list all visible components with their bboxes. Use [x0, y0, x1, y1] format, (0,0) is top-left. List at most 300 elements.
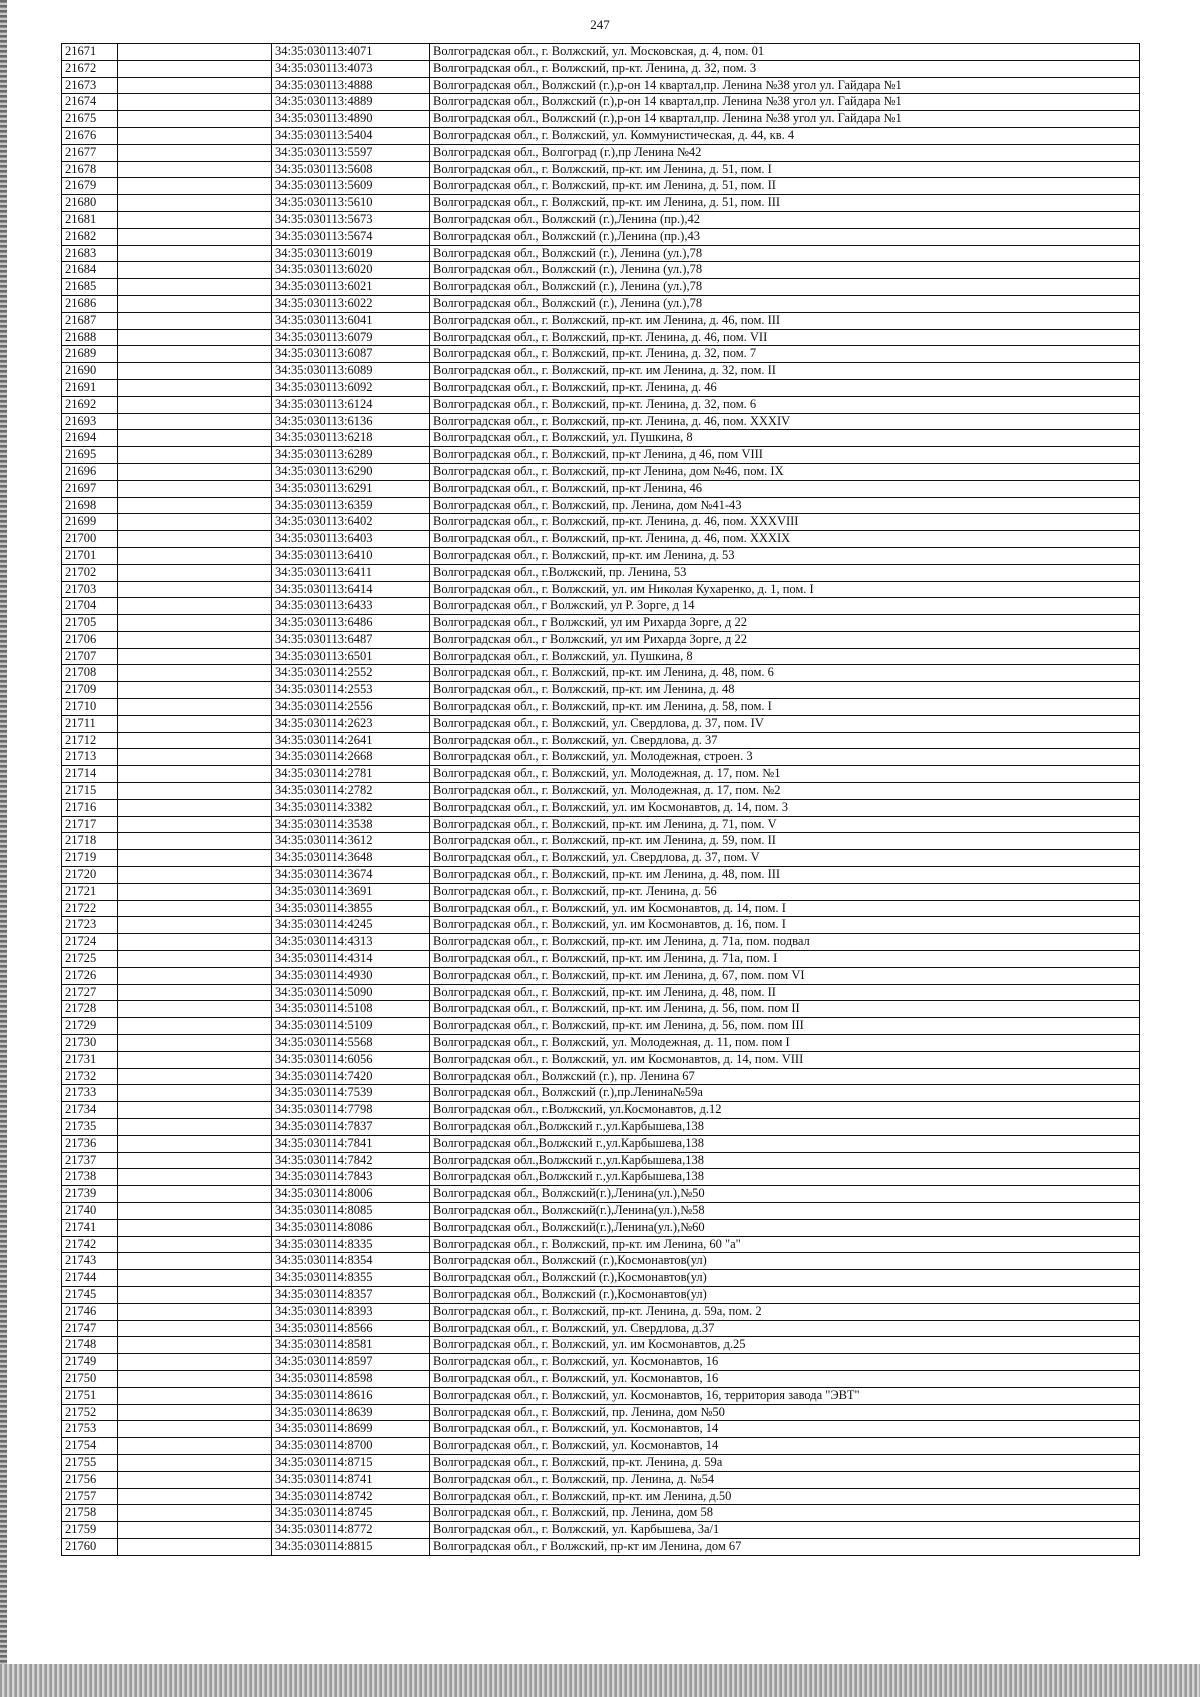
blank-cell: [118, 60, 272, 77]
cadastral-number-cell: 34:35:030113:4888: [272, 77, 430, 94]
cadastral-number-cell: 34:35:030114:2623: [272, 715, 430, 732]
blank-cell: [118, 329, 272, 346]
cadastral-number-cell: 34:35:030114:8715: [272, 1454, 430, 1471]
row-number-cell: 21728: [62, 1001, 118, 1018]
cadastral-number-cell: 34:35:030114:3538: [272, 816, 430, 833]
blank-cell: [118, 732, 272, 749]
table-row: [62, 816, 1140, 833]
row-number-cell: 21686: [62, 295, 118, 312]
row-number-cell: 21752: [62, 1404, 118, 1421]
cadastral-number-cell: 34:35:030114:5109: [272, 1018, 430, 1035]
address-cell: Волгоградская обл., Волжский(г.),Ленина(ул.),№58: [430, 1202, 1140, 1219]
row-number-cell: 21676: [62, 127, 118, 144]
table-row: [62, 396, 1140, 413]
cadastral-number-cell: 34:35:030114:7798: [272, 1102, 430, 1119]
blank-cell: [118, 144, 272, 161]
table-row: [62, 60, 1140, 77]
blank-cell: [118, 682, 272, 699]
address-cell: Волгоградская обл., г. Волжский, пр-кт. им Ленина, д. 48, пом. III: [430, 867, 1140, 884]
cadastral-number-cell: 34:35:030114:8086: [272, 1219, 430, 1236]
table-row: [62, 1488, 1140, 1505]
row-number-cell: 21699: [62, 514, 118, 531]
table-row: [62, 547, 1140, 564]
address-cell: Волгоградская обл., г. Волжский, ул. Космонавтов, 16: [430, 1370, 1140, 1387]
row-number-cell: 21705: [62, 615, 118, 632]
row-number-cell: 21726: [62, 967, 118, 984]
table-row: [62, 44, 1140, 61]
blank-cell: [118, 279, 272, 296]
cadastral-number-cell: 34:35:030113:5404: [272, 127, 430, 144]
table-row: [62, 77, 1140, 94]
table-row: [62, 951, 1140, 968]
table-row: [62, 1051, 1140, 1068]
row-number-cell: 21736: [62, 1135, 118, 1152]
table-row: [62, 262, 1140, 279]
address-cell: Волгоградская обл., г. Волжский, пр-кт. Ленина, д. 46, пом. XXXVIII: [430, 514, 1140, 531]
blank-cell: [118, 1505, 272, 1522]
table-row: [62, 228, 1140, 245]
blank-cell: [118, 951, 272, 968]
cadastral-number-cell: 34:35:030113:6487: [272, 631, 430, 648]
table-row: [62, 867, 1140, 884]
address-cell: Волгоградская обл., г. Волжский, ул. Молодежная, д. 17, пом. №2: [430, 783, 1140, 800]
row-number-cell: 21671: [62, 44, 118, 61]
table-row: [62, 211, 1140, 228]
blank-cell: [118, 480, 272, 497]
address-cell: Волгоградская обл.,Волжский г.,ул.Карбышева,138: [430, 1119, 1140, 1136]
cadastral-number-cell: 34:35:030114:8335: [272, 1236, 430, 1253]
table-row: [62, 480, 1140, 497]
table-row: [62, 665, 1140, 682]
cadastral-number-cell: 34:35:030114:2641: [272, 732, 430, 749]
row-number-cell: 21696: [62, 463, 118, 480]
property-registry-table: [61, 43, 1140, 1556]
row-number-cell: 21709: [62, 682, 118, 699]
row-number-cell: 21689: [62, 346, 118, 363]
row-number-cell: 21758: [62, 1505, 118, 1522]
blank-cell: [118, 1085, 272, 1102]
table-row: [62, 749, 1140, 766]
table-row: [62, 1119, 1140, 1136]
table-row: [62, 329, 1140, 346]
cadastral-number-cell: 34:35:030114:4930: [272, 967, 430, 984]
cadastral-number-cell: 34:35:030114:4313: [272, 934, 430, 951]
cadastral-number-cell: 34:35:030113:6291: [272, 480, 430, 497]
address-cell: Волгоградская обл., г. Волжский, пр-кт. Ленина, д. 32, пом. 3: [430, 60, 1140, 77]
blank-cell: [118, 1471, 272, 1488]
table-row: [62, 1538, 1140, 1555]
cadastral-number-cell: 34:35:030113:6486: [272, 615, 430, 632]
blank-cell: [118, 1370, 272, 1387]
blank-cell: [118, 1488, 272, 1505]
table-row: [62, 1522, 1140, 1539]
address-cell: Волгоградская обл., г. Волжский, пр. Ленина, дом 58: [430, 1505, 1140, 1522]
cadastral-number-cell: 34:35:030114:7420: [272, 1068, 430, 1085]
cadastral-number-cell: 34:35:030114:5108: [272, 1001, 430, 1018]
cadastral-number-cell: 34:35:030113:6359: [272, 497, 430, 514]
row-number-cell: 21751: [62, 1387, 118, 1404]
cadastral-number-cell: 34:35:030113:4071: [272, 44, 430, 61]
address-cell: Волгоградская обл., г. Волжский, пр-кт. Ленина, д. 59а: [430, 1454, 1140, 1471]
blank-cell: [118, 1337, 272, 1354]
blank-cell: [118, 1018, 272, 1035]
address-cell: Волгоградская обл., г. Волжский, ул. Космонавтов, 16: [430, 1354, 1140, 1371]
table-row: [62, 1387, 1140, 1404]
address-cell: Волгоградская обл., Волжский (г.),р-он 14 квартал,пр. Ленина №38 угол ул. Гайдара №1: [430, 111, 1140, 128]
cadastral-number-cell: 34:35:030114:8815: [272, 1538, 430, 1555]
table-row: [62, 1253, 1140, 1270]
cadastral-number-cell: 34:35:030113:6290: [272, 463, 430, 480]
cadastral-number-cell: 34:35:030113:6289: [272, 447, 430, 464]
row-number-cell: 21748: [62, 1337, 118, 1354]
row-number-cell: 21729: [62, 1018, 118, 1035]
cadastral-number-cell: 34:35:030114:8699: [272, 1421, 430, 1438]
address-cell: Волгоградская обл.,Волжский г.,ул.Карбышева,138: [430, 1152, 1140, 1169]
row-number-cell: 21750: [62, 1370, 118, 1387]
cadastral-number-cell: 34:35:030113:4889: [272, 94, 430, 111]
blank-cell: [118, 1404, 272, 1421]
cadastral-number-cell: 34:35:030113:6124: [272, 396, 430, 413]
row-number-cell: 21701: [62, 547, 118, 564]
cadastral-number-cell: 34:35:030114:8616: [272, 1387, 430, 1404]
table-row: [62, 463, 1140, 480]
row-number-cell: 21730: [62, 1035, 118, 1052]
table-row: [62, 178, 1140, 195]
address-cell: Волгоградская обл., г. Волжский, пр-кт. им Ленина, д. 67, пом. пом VI: [430, 967, 1140, 984]
address-cell: Волгоградская обл., г. Волжский, пр-кт. им Ленина, д. 32, пом. II: [430, 363, 1140, 380]
row-number-cell: 21687: [62, 312, 118, 329]
address-cell: Волгоградская обл., Волжский (г.),Космонавтов(ул): [430, 1253, 1140, 1270]
address-cell: Волгоградская обл., г. Волжский, пр-кт. им Ленина, д. 71а, пом. I: [430, 951, 1140, 968]
address-cell: Волгоградская обл., г. Волжский, ул. Пушкина, 8: [430, 648, 1140, 665]
row-number-cell: 21678: [62, 161, 118, 178]
row-number-cell: 21721: [62, 883, 118, 900]
blank-cell: [118, 665, 272, 682]
address-cell: Волгоградская обл., г. Волжский, ул. Космонавтов, 14: [430, 1438, 1140, 1455]
cadastral-number-cell: 34:35:030113:5608: [272, 161, 430, 178]
address-cell: Волгоградская обл., Волжский (г.),Космонавтов(ул): [430, 1270, 1140, 1287]
blank-cell: [118, 1152, 272, 1169]
address-cell: Волгоградская обл., г. Волжский, пр-кт. Ленина, д. 46, пом. XXXIV: [430, 413, 1140, 430]
table-row: [62, 1068, 1140, 1085]
address-cell: Волгоградская обл., г. Волжский, пр-кт Ленина, дом №46, пом. IX: [430, 463, 1140, 480]
cadastral-number-cell: 34:35:030113:6410: [272, 547, 430, 564]
table-row: [62, 1085, 1140, 1102]
cadastral-number-cell: 34:35:030114:8742: [272, 1488, 430, 1505]
address-cell: Волгоградская обл., г. Волжский, ул. Молодежная, строен. 3: [430, 749, 1140, 766]
cadastral-number-cell: 34:35:030114:5568: [272, 1035, 430, 1052]
table-row: [62, 1337, 1140, 1354]
blank-cell: [118, 447, 272, 464]
blank-cell: [118, 900, 272, 917]
blank-cell: [118, 699, 272, 716]
row-number-cell: 21673: [62, 77, 118, 94]
row-number-cell: 21693: [62, 413, 118, 430]
table-row: [62, 648, 1140, 665]
blank-cell: [118, 1438, 272, 1455]
table-row: [62, 111, 1140, 128]
cadastral-number-cell: 34:35:030114:2781: [272, 766, 430, 783]
blank-cell: [118, 766, 272, 783]
row-number-cell: 21720: [62, 867, 118, 884]
blank-cell: [118, 379, 272, 396]
address-cell: Волгоградская обл., Волжский (г.),Ленина (пр.),43: [430, 228, 1140, 245]
blank-cell: [118, 295, 272, 312]
registry-table-body: [62, 44, 1140, 1556]
cadastral-number-cell: 34:35:030113:6089: [272, 363, 430, 380]
cadastral-number-cell: 34:35:030114:4314: [272, 951, 430, 968]
blank-cell: [118, 1354, 272, 1371]
address-cell: Волгоградская обл., г. Волжский, ул. Космонавтов, 16, территория завода "ЭВТ": [430, 1387, 1140, 1404]
row-number-cell: 21722: [62, 900, 118, 917]
cadastral-number-cell: 34:35:030114:3612: [272, 833, 430, 850]
cadastral-number-cell: 34:35:030114:8357: [272, 1286, 430, 1303]
address-cell: Волгоградская обл., г. Волжский, пр-кт Ленина, 46: [430, 480, 1140, 497]
blank-cell: [118, 547, 272, 564]
blank-cell: [118, 1001, 272, 1018]
row-number-cell: 21692: [62, 396, 118, 413]
table-row: [62, 1035, 1140, 1052]
table-row: [62, 850, 1140, 867]
cadastral-number-cell: 34:35:030114:2782: [272, 783, 430, 800]
address-cell: Волгоградская обл., г. Волжский, пр-кт. им Ленина, д. 46, пом. III: [430, 312, 1140, 329]
table-row: [62, 917, 1140, 934]
table-row: [62, 1135, 1140, 1152]
cadastral-number-cell: 34:35:030113:6402: [272, 514, 430, 531]
blank-cell: [118, 312, 272, 329]
cadastral-number-cell: 34:35:030114:3855: [272, 900, 430, 917]
page-number: 247: [590, 17, 610, 32]
address-cell: Волгоградская обл., г. Волжский, пр-кт. им Ленина, д. 71, пом. V: [430, 816, 1140, 833]
row-number-cell: 21695: [62, 447, 118, 464]
blank-cell: [118, 1421, 272, 1438]
cadastral-number-cell: 34:35:030114:2553: [272, 682, 430, 699]
cadastral-number-cell: 34:35:030114:7843: [272, 1169, 430, 1186]
blank-cell: [118, 413, 272, 430]
address-cell: Волгоградская обл., г. Волжский, ул. Свердлова, д. 37: [430, 732, 1140, 749]
row-number-cell: 21713: [62, 749, 118, 766]
address-cell: Волгоградская обл., Волжский (г.),Ленина (пр.),42: [430, 211, 1140, 228]
table-row: [62, 1152, 1140, 1169]
row-number-cell: 21732: [62, 1068, 118, 1085]
row-number-cell: 21725: [62, 951, 118, 968]
address-cell: Волгоградская обл., Волжский (г.),Космонавтов(ул): [430, 1286, 1140, 1303]
cadastral-number-cell: 34:35:030113:6021: [272, 279, 430, 296]
cadastral-number-cell: 34:35:030114:8741: [272, 1471, 430, 1488]
cadastral-number-cell: 34:35:030113:5610: [272, 195, 430, 212]
blank-cell: [118, 262, 272, 279]
address-cell: Волгоградская обл., г. Волжский, пр-кт. им Ленина, д. 48: [430, 682, 1140, 699]
cadastral-number-cell: 34:35:030113:6041: [272, 312, 430, 329]
row-number-cell: 21744: [62, 1270, 118, 1287]
address-cell: Волгоградская обл., Волжский (г.),р-он 14 квартал,пр. Ленина №38 угол ул. Гайдара №1: [430, 77, 1140, 94]
row-number-cell: 21698: [62, 497, 118, 514]
address-cell: Волгоградская обл., Волгоград (г.),пр Ленина №42: [430, 144, 1140, 161]
row-number-cell: 21733: [62, 1085, 118, 1102]
cadastral-number-cell: 34:35:030114:8581: [272, 1337, 430, 1354]
blank-cell: [118, 497, 272, 514]
address-cell: Волгоградская обл., г. Волжский, пр-кт. Ленина, д. 46: [430, 379, 1140, 396]
cadastral-number-cell: 34:35:030113:6218: [272, 430, 430, 447]
row-number-cell: 21702: [62, 564, 118, 581]
table-row: [62, 1102, 1140, 1119]
blank-cell: [118, 967, 272, 984]
table-row: [62, 312, 1140, 329]
address-cell: Волгоградская обл., г Волжский, ул им Рихарда Зорге, д 22: [430, 631, 1140, 648]
row-number-cell: 21753: [62, 1421, 118, 1438]
table-row: [62, 245, 1140, 262]
blank-cell: [118, 883, 272, 900]
blank-cell: [118, 1068, 272, 1085]
row-number-cell: 21680: [62, 195, 118, 212]
blank-cell: [118, 1186, 272, 1203]
row-number-cell: 21711: [62, 715, 118, 732]
row-number-cell: 21688: [62, 329, 118, 346]
row-number-cell: 21740: [62, 1202, 118, 1219]
address-cell: Волгоградская обл., г. Волжский, пр. Ленина, дом №41-43: [430, 497, 1140, 514]
row-number-cell: 21747: [62, 1320, 118, 1337]
row-number-cell: 21691: [62, 379, 118, 396]
row-number-cell: 21714: [62, 766, 118, 783]
cadastral-number-cell: 34:35:030114:5090: [272, 984, 430, 1001]
table-row: [62, 295, 1140, 312]
address-cell: Волгоградская обл., г. Волжский, ул. Молодежная, д. 11, пом. пом I: [430, 1035, 1140, 1052]
address-cell: Волгоградская обл., Волжский (г.),пр.Ленина№59а: [430, 1085, 1140, 1102]
cadastral-number-cell: 34:35:030114:8772: [272, 1522, 430, 1539]
table-row: [62, 413, 1140, 430]
cadastral-number-cell: 34:35:030113:6403: [272, 531, 430, 548]
blank-cell: [118, 1270, 272, 1287]
row-number-cell: 21734: [62, 1102, 118, 1119]
address-cell: Волгоградская обл., г. Волжский, пр-кт. им Ленина, 60 "а": [430, 1236, 1140, 1253]
cadastral-number-cell: 34:35:030113:6079: [272, 329, 430, 346]
cadastral-number-cell: 34:35:030113:5673: [272, 211, 430, 228]
cadastral-number-cell: 34:35:030114:2552: [272, 665, 430, 682]
blank-cell: [118, 867, 272, 884]
blank-cell: [118, 833, 272, 850]
blank-cell: [118, 363, 272, 380]
table-row: [62, 732, 1140, 749]
row-number-cell: 21685: [62, 279, 118, 296]
row-number-cell: 21723: [62, 917, 118, 934]
row-number-cell: 21682: [62, 228, 118, 245]
address-cell: Волгоградская обл., г. Волжский, ул. Молодежная, д. 17, пом. №1: [430, 766, 1140, 783]
table-row: [62, 1018, 1140, 1035]
cadastral-number-cell: 34:35:030114:7842: [272, 1152, 430, 1169]
address-cell: Волгоградская обл., Волжский (г.), Ленина (ул.),78: [430, 295, 1140, 312]
row-number-cell: 21712: [62, 732, 118, 749]
cadastral-number-cell: 34:35:030113:6092: [272, 379, 430, 396]
cadastral-number-cell: 34:35:030113:6020: [272, 262, 430, 279]
address-cell: Волгоградская обл., Волжский (г.), Ленина (ул.),78: [430, 279, 1140, 296]
blank-cell: [118, 1538, 272, 1555]
row-number-cell: 21739: [62, 1186, 118, 1203]
blank-cell: [118, 1253, 272, 1270]
table-row: [62, 1505, 1140, 1522]
table-row: [62, 699, 1140, 716]
row-number-cell: 21742: [62, 1236, 118, 1253]
blank-cell: [118, 1522, 272, 1539]
row-number-cell: 21704: [62, 598, 118, 615]
blank-cell: [118, 430, 272, 447]
table-row: [62, 1454, 1140, 1471]
address-cell: Волгоградская обл., г. Волжский, пр-кт. им Ленина, д. 51, пом. I: [430, 161, 1140, 178]
cadastral-number-cell: 34:35:030114:8355: [272, 1270, 430, 1287]
row-number-cell: 21681: [62, 211, 118, 228]
row-number-cell: 21717: [62, 816, 118, 833]
address-cell: Волгоградская обл., г. Волжский, пр-кт. им Ленина, д. 71а, пом. подвал: [430, 934, 1140, 951]
address-cell: Волгоградская обл., г. Волжский, пр-кт. Ленина, д. 32, пом. 7: [430, 346, 1140, 363]
blank-cell: [118, 1303, 272, 1320]
table-row: [62, 363, 1140, 380]
row-number-cell: 21718: [62, 833, 118, 850]
address-cell: Волгоградская обл., г. Волжский, пр-кт. Ленина, д. 46, пом. XXXIX: [430, 531, 1140, 548]
table-row: [62, 379, 1140, 396]
row-number-cell: 21707: [62, 648, 118, 665]
blank-cell: [118, 615, 272, 632]
table-row: [62, 1354, 1140, 1371]
blank-cell: [118, 1169, 272, 1186]
cadastral-number-cell: 34:35:030114:7841: [272, 1135, 430, 1152]
address-cell: Волгоградская обл., г.Волжский, ул.Космонавтов, д.12: [430, 1102, 1140, 1119]
address-cell: Волгоградская обл., Волжский(г.),Ленина(ул.),№60: [430, 1219, 1140, 1236]
address-cell: Волгоградская обл., г. Волжский, пр. Ленина, дом №50: [430, 1404, 1140, 1421]
blank-cell: [118, 749, 272, 766]
row-number-cell: 21679: [62, 178, 118, 195]
cadastral-number-cell: 34:35:030114:8006: [272, 1186, 430, 1203]
blank-cell: [118, 564, 272, 581]
table-row: [62, 1186, 1140, 1203]
cadastral-number-cell: 34:35:030113:6433: [272, 598, 430, 615]
blank-cell: [118, 631, 272, 648]
blank-cell: [118, 1236, 272, 1253]
row-number-cell: 21703: [62, 581, 118, 598]
address-cell: Волгоградская обл., г. Волжский, пр-кт. им Ленина, д. 51, пом. III: [430, 195, 1140, 212]
table-row: [62, 1471, 1140, 1488]
table-row: [62, 581, 1140, 598]
cadastral-number-cell: 34:35:030114:8745: [272, 1505, 430, 1522]
blank-cell: [118, 514, 272, 531]
table-row: [62, 195, 1140, 212]
address-cell: Волгоградская обл., г. Волжский, пр-кт. им Ленина, д. 48, пом. 6: [430, 665, 1140, 682]
cadastral-number-cell: 34:35:030113:6501: [272, 648, 430, 665]
cadastral-number-cell: 34:35:030114:8393: [272, 1303, 430, 1320]
address-cell: Волгоградская обл., г. Волжский, пр-кт Ленина, д 46, пом VIII: [430, 447, 1140, 464]
blank-cell: [118, 917, 272, 934]
table-row: [62, 967, 1140, 984]
table-row: [62, 279, 1140, 296]
row-number-cell: 21690: [62, 363, 118, 380]
table-row: [62, 514, 1140, 531]
row-number-cell: 21755: [62, 1454, 118, 1471]
blank-cell: [118, 1135, 272, 1152]
blank-cell: [118, 44, 272, 61]
blank-cell: [118, 77, 272, 94]
row-number-cell: 21731: [62, 1051, 118, 1068]
table-row: [62, 984, 1140, 1001]
cadastral-number-cell: 34:35:030113:5609: [272, 178, 430, 195]
cadastral-number-cell: 34:35:030114:2556: [272, 699, 430, 716]
cadastral-number-cell: 34:35:030114:8598: [272, 1370, 430, 1387]
address-cell: Волгоградская обл., г. Волжский, ул. им Космонавтов, д. 14, пом. 3: [430, 799, 1140, 816]
cadastral-number-cell: 34:35:030114:3648: [272, 850, 430, 867]
blank-cell: [118, 531, 272, 548]
address-cell: Волгоградская обл., г. Волжский, пр-кт. Ленина, д. 46, пом. VII: [430, 329, 1140, 346]
cadastral-number-cell: 34:35:030113:6087: [272, 346, 430, 363]
blank-cell: [118, 195, 272, 212]
table-row: [62, 1270, 1140, 1287]
address-cell: Волгоградская обл., г Волжский, пр-кт им Ленина, дом 67: [430, 1538, 1140, 1555]
